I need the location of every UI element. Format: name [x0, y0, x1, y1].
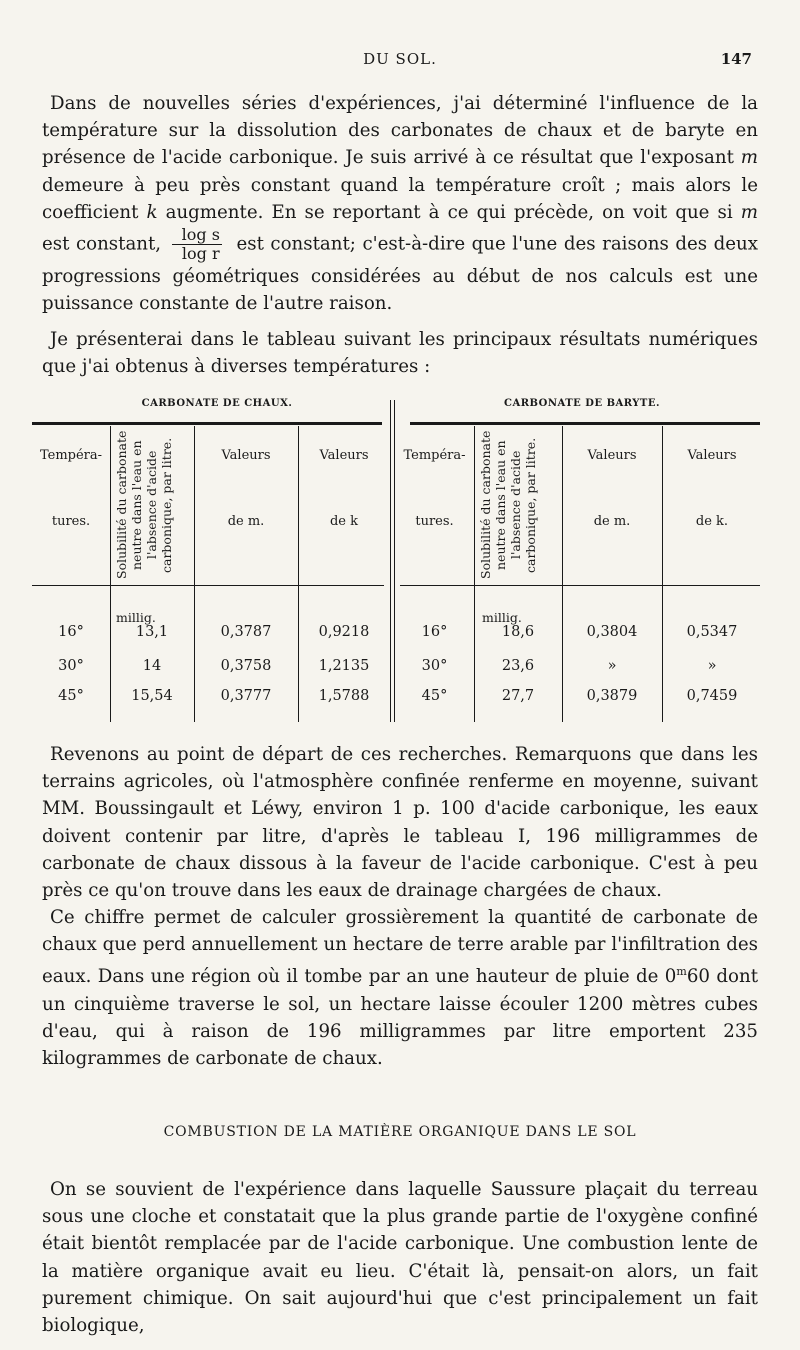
fraction-numerator: log s — [172, 226, 222, 245]
running-header — [42, 50, 758, 74]
col-header-m-baryte: Valeurs — [587, 448, 637, 463]
p2-text: Je présenterai dans le tableau suivant les principaux résultats numériques que j'ai obtenus à diverses températures : — [42, 329, 758, 378]
results-table — [32, 396, 762, 726]
table-cell: 1,2135 — [318, 658, 370, 674]
table-cell: 27,7 — [501, 688, 535, 704]
fraction-denominator: log r — [181, 244, 220, 264]
brace-left — [32, 422, 382, 425]
table-cell: 13,1 — [135, 624, 169, 640]
col-header-k-chaux: Valeurs — [319, 448, 369, 463]
col-header-m-baryte-2: de m. — [593, 514, 631, 529]
table-cell: 0,9218 — [318, 624, 370, 640]
p5-text: On se souvient de l'expérience dans laquelle Saussure plaçait du terreau sous une cloche et constatait que la plus grande partie de l'oxygène confiné était bientôt remplacée par de l'acide carbonique. Une combustion lente de la matière organique avait eu lieu. C'était là, pensait-on alors, un fait purement chimique. On sait aujourd'hui que c'est principalement un fait biologique, — [42, 1179, 758, 1337]
paragraph-4 — [42, 904, 758, 1072]
col-header-temp-chaux — [32, 448, 110, 464]
p4-text-b: 60 dont un cinquième traverse le sol, un hectare laisse écouler 1200 mètres cubes d'eau, qui à raison de 196 milligrammes par litre emportent 235 kilogrammes de carbonate de chaux. — [42, 966, 758, 1070]
table-cell: 30° — [421, 658, 448, 674]
col-header-temp-baryte: Tempéra- — [403, 448, 466, 463]
col-header-k-baryte: Valeurs — [687, 448, 737, 463]
col-header-k-chaux-2: de k — [329, 514, 359, 529]
divider — [110, 426, 111, 722]
table-cell: 45° — [421, 688, 448, 704]
table-cell: 0,3758 — [220, 658, 272, 674]
unit-label-baryte: millig. — [482, 610, 522, 625]
divider — [562, 426, 563, 722]
table-cell: 0,7459 — [686, 688, 738, 704]
table-cell: 45° — [58, 688, 84, 704]
paragraph-1 — [42, 90, 758, 317]
table-cell: 14 — [142, 658, 162, 674]
table-cell: 0,3787 — [220, 624, 272, 640]
group-header-baryte: CARBONATE DE BARYTE. — [504, 398, 660, 409]
table-cell: 0,5347 — [686, 624, 738, 640]
table-cell: » — [707, 658, 717, 674]
p1-var-k: k — [146, 201, 158, 223]
running-title: DU SOL. — [363, 50, 437, 68]
col-header-k-baryte-2: de k. — [695, 514, 729, 529]
table-cell: 18,6 — [501, 624, 535, 640]
p1-text-d: est constant, — [42, 233, 168, 255]
p4-text-a: Ce chiffre permet de calculer grossièrement la quantité de carbonate de chaux que perd annuellement un hectare de terre arable par l'infiltration des eaux. Dans une région où il tombe par an une hauteur de pluie de 0 — [42, 907, 758, 988]
page-number: 147 — [720, 50, 752, 68]
p1-text-c: augmente. En se reportant à ce qui précède, on voit que si — [157, 201, 741, 223]
divider — [662, 426, 663, 722]
col-header-solub-baryte: Solubilité du carbonate neutre dans l'eau en l'absence d'acide carbonique, par litre. — [478, 430, 538, 580]
divider — [298, 426, 299, 722]
table-cell: 15,54 — [131, 688, 173, 704]
divider — [474, 426, 475, 722]
p3-text: Revenons au point de départ de ces recherches. Remarquons que dans les terrains agricoles, où l'atmosphère confinée renferme en moyenne, suivant MM. Boussingault et Léwy, environ 1 p. 100 d'acide carbonique, les eaux doivent contenir par litre, d'après le tableau I, 196 milligrammes de carbonate de chaux dissous à la faveur de l'acide carbonique. C'est à peu près ce qu'on trouve dans les eaux de drainage chargées de chaux. — [42, 744, 758, 902]
col-header-line: Tempéra- — [39, 448, 103, 463]
p1-text-a: Dans de nouvelles séries d'expériences, j'ai déterminé l'influence de la température sur la dissolution des carbonates de chaux et de baryte en présence de l'acide carbonique. Je suis arrivé à ce résultat que l'exposant — [42, 93, 758, 169]
table-cell: 16° — [421, 624, 448, 640]
p1-text-e: est constant; c'est-à-dire que l'une des raisons des deux progressions géométriques considérées au début de nos calculs est une puissance constante de l'autre raison. — [42, 233, 759, 315]
log-fraction — [172, 226, 222, 263]
col-header-temp-baryte-2: tures. — [415, 514, 454, 529]
col-header-m-chaux: Valeurs — [221, 448, 271, 463]
p1-var-m2: m — [740, 201, 758, 223]
unit-label-chaux: millig. — [116, 610, 156, 625]
col-header-temp-chaux-2: tures. — [51, 514, 91, 529]
table-cell: 23,6 — [501, 658, 535, 674]
table-cell: » — [607, 658, 617, 674]
group-header-chaux: CARBONATE DE CHAUX. — [141, 398, 293, 409]
table-cell: 30° — [58, 658, 84, 674]
table-cell: 16° — [58, 624, 84, 640]
header-rule-right — [400, 585, 760, 586]
section-heading: COMBUSTION DE LA MATIÈRE ORGANIQUE DANS LE SOL — [163, 1124, 637, 1140]
paragraph-3 — [42, 741, 758, 904]
paragraph-5 — [42, 1176, 758, 1339]
p4-sup: m — [676, 965, 687, 979]
header-rule-left — [32, 585, 384, 586]
p1-text-b: demeure à peu près constant quand la température croît ; mais alors le coefficient — [42, 174, 758, 223]
table-cell: 1,5788 — [318, 688, 370, 704]
table-cell: 0,3777 — [220, 688, 272, 704]
col-header-solub-chaux: Solubilité du carbonate neutre dans l'eau en l'absence d'acide carbonique, par litre. — [114, 430, 174, 580]
paragraph-2 — [42, 326, 758, 380]
divider — [194, 426, 195, 722]
brace-right — [410, 422, 760, 425]
table-cell: 0,3879 — [586, 688, 638, 704]
p1-var-m: m — [740, 147, 758, 169]
col-header-m-chaux-2: de m. — [227, 514, 265, 529]
table-cell: 0,3804 — [586, 624, 638, 640]
divider-center-a — [390, 400, 391, 722]
